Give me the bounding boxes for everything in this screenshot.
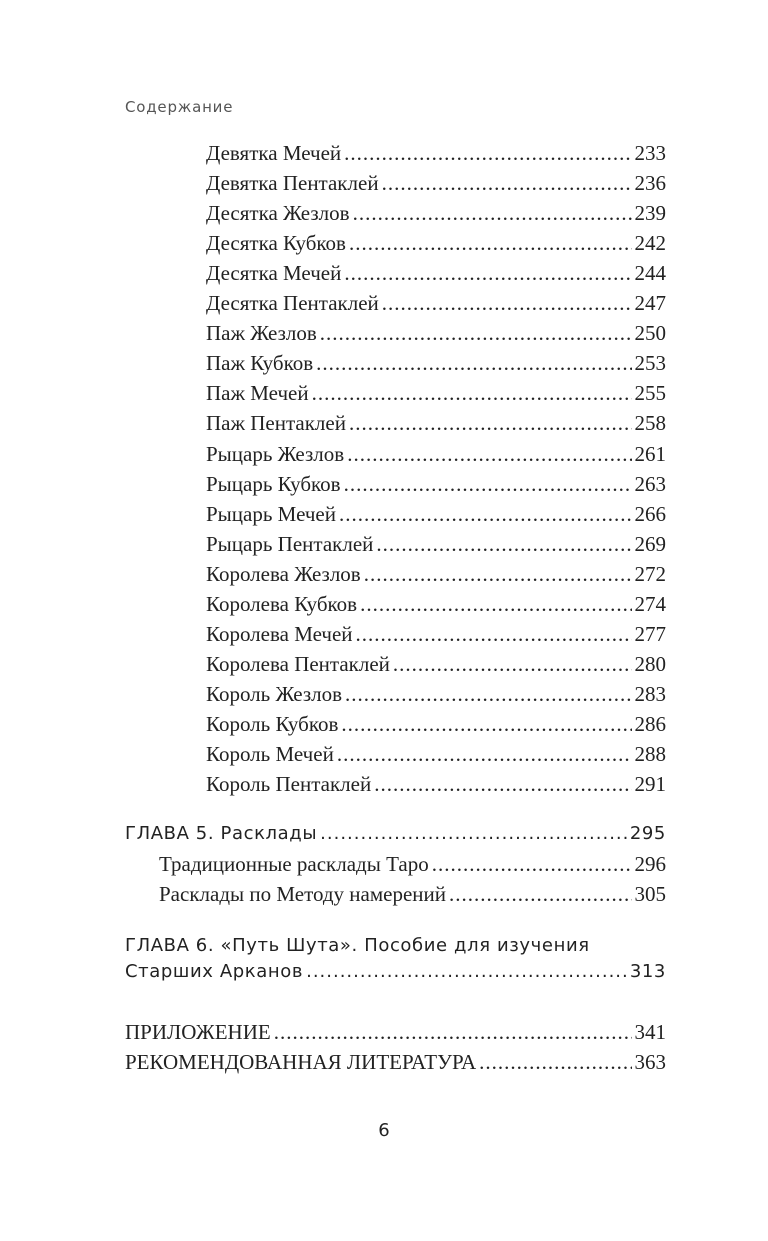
dot-leader (306, 957, 627, 987)
dot-leader (364, 559, 632, 589)
toc-entry-page: 272 (634, 561, 666, 586)
toc-entry-page: 247 (634, 291, 666, 316)
dot-leader (320, 819, 627, 849)
toc-entry[interactable] (206, 378, 666, 408)
dot-leader (341, 709, 631, 739)
toc-entry-page: 255 (634, 381, 666, 406)
toc-entry-title: Десятка Мечей (206, 261, 342, 286)
toc-entry[interactable] (206, 589, 666, 619)
toc-entry[interactable] (206, 499, 666, 529)
toc-entry-page: 288 (634, 742, 666, 766)
toc-entry-title: Королева Жезлов (206, 561, 361, 586)
toc-entry-title: Паж Пентаклей (206, 411, 346, 436)
toc-entry-page: 266 (634, 501, 666, 526)
toc-entry-page: 263 (634, 471, 666, 496)
toc-entry-title: Паж Мечей (206, 381, 309, 406)
toc-entry-title: Старших Арканов (125, 961, 304, 982)
toc-entry-page: 277 (634, 621, 666, 646)
toc-entry-page: 313 (629, 961, 666, 982)
page-number: 6 (378, 1120, 390, 1141)
toc-section-entry[interactable] (159, 879, 666, 909)
toc-entry-page: 244 (634, 261, 666, 286)
toc-entry[interactable] (206, 348, 666, 378)
toc-entry[interactable] (206, 168, 666, 198)
toc-entry-page: 295 (629, 823, 666, 844)
toc-entry-title: Королева Мечей (206, 621, 353, 646)
toc-entry-page: 296 (634, 852, 666, 876)
toc-entry[interactable] (206, 709, 666, 739)
toc-section-entry[interactable] (159, 849, 666, 879)
toc-entry-page: 363 (634, 1050, 666, 1074)
toc-entry-page: 274 (634, 591, 666, 616)
toc-bibliography[interactable] (125, 1047, 666, 1077)
dot-leader (274, 1017, 632, 1047)
toc-entry-title: Паж Кубков (206, 351, 314, 376)
dot-leader (376, 529, 631, 559)
toc-entry-title: Девятка Мечей (206, 141, 342, 165)
toc-entry-title: Королева Пентаклей (206, 651, 390, 676)
toc-entry-page: 236 (634, 171, 666, 196)
dot-leader (337, 739, 632, 769)
running-head: Содержание (125, 98, 234, 116)
dot-leader (349, 408, 632, 438)
toc-appendix[interactable] (125, 1017, 666, 1047)
dot-leader (432, 849, 632, 879)
dot-leader (449, 879, 631, 909)
toc-entry-page: 341 (634, 1020, 666, 1044)
toc-entry-page: 280 (634, 651, 666, 676)
toc-entry-page: 283 (634, 681, 666, 706)
toc-entry-page: 258 (634, 411, 666, 436)
toc-entry-title: Король Мечей (206, 742, 334, 766)
toc-entry-page: 253 (634, 351, 666, 376)
dot-leader (320, 318, 632, 348)
toc-entry[interactable] (206, 318, 666, 348)
toc-entry[interactable] (206, 619, 666, 649)
toc-entry[interactable] (206, 198, 666, 228)
dot-leader (345, 679, 631, 709)
toc-entry-title: Король Жезлов (206, 681, 343, 706)
toc-entry-page: 286 (634, 711, 666, 736)
toc-entry[interactable] (206, 649, 666, 679)
dot-leader (349, 228, 632, 258)
toc-entry-title: Король Пентаклей (206, 772, 372, 797)
toc-entry-title: Десятка Жезлов (206, 201, 350, 226)
dot-leader (360, 589, 631, 619)
dot-leader (347, 439, 631, 469)
toc-entry-title: Десятка Пентаклей (206, 291, 379, 316)
toc-entry[interactable] (206, 258, 666, 288)
toc-entry-page: 261 (634, 441, 666, 466)
toc-chapter-5[interactable] (125, 819, 666, 849)
dot-leader (374, 769, 631, 799)
toc-entry[interactable] (206, 559, 666, 589)
toc-entry[interactable] (206, 469, 666, 499)
dot-leader (353, 198, 632, 228)
dot-leader (312, 378, 632, 408)
toc-entry-title: ГЛАВА 5. Расклады (125, 823, 318, 844)
dot-leader (339, 499, 632, 529)
toc-entry-page: 242 (634, 231, 666, 256)
toc-entry-title: Традиционные расклады Таро (159, 852, 429, 876)
toc-entry[interactable] (206, 679, 666, 709)
toc-entry-page: 239 (634, 201, 666, 226)
dot-leader (393, 649, 632, 679)
toc-entry-page: 291 (634, 772, 666, 797)
toc-chapter-6[interactable] (125, 957, 666, 987)
toc-entry[interactable] (206, 288, 666, 318)
toc-entry-title: Десятка Кубков (206, 231, 346, 256)
toc-entry-title: Рыцарь Жезлов (206, 441, 345, 466)
toc-chapter-6-title-line1[interactable]: ГЛАВА 6. «Путь Шута». Пособие для изучения (125, 935, 590, 956)
toc-entry-title: ПРИЛОЖЕНИЕ (125, 1020, 271, 1044)
dot-leader (356, 619, 632, 649)
toc-entry-page: 305 (634, 882, 666, 906)
toc-entry-title: Рыцарь Мечей (206, 501, 336, 526)
dot-leader (316, 348, 631, 378)
toc-entry-title: РЕКОМЕНДОВАННАЯ ЛИТЕРАТУРА (125, 1050, 477, 1074)
toc-entry-page: 269 (634, 531, 666, 556)
toc-entry-title: Рыцарь Кубков (206, 471, 341, 496)
dot-leader (479, 1047, 631, 1077)
toc-entry[interactable] (206, 138, 666, 168)
toc-entry-page: 233 (634, 141, 666, 165)
dot-leader (382, 168, 632, 198)
toc-entry-title: Расклады по Методу намерений (159, 882, 447, 906)
dot-leader (344, 138, 631, 168)
toc-entry-page: 250 (634, 321, 666, 346)
toc-entry-title: Девятка Пентаклей (206, 171, 379, 196)
toc-entry-title: Королева Кубков (206, 591, 358, 616)
dot-leader (382, 288, 632, 318)
toc-entry[interactable] (206, 529, 666, 559)
dot-leader (344, 469, 632, 499)
toc-entry-title: Король Кубков (206, 711, 339, 736)
toc-entry[interactable] (206, 769, 666, 799)
toc-entry[interactable] (206, 408, 666, 438)
toc-entry[interactable] (206, 439, 666, 469)
toc-entry[interactable] (206, 228, 666, 258)
toc-entry-title: Рыцарь Пентаклей (206, 531, 374, 556)
toc-entry-title: Паж Жезлов (206, 321, 317, 346)
dot-leader (344, 258, 631, 288)
toc-entry[interactable] (206, 739, 666, 769)
